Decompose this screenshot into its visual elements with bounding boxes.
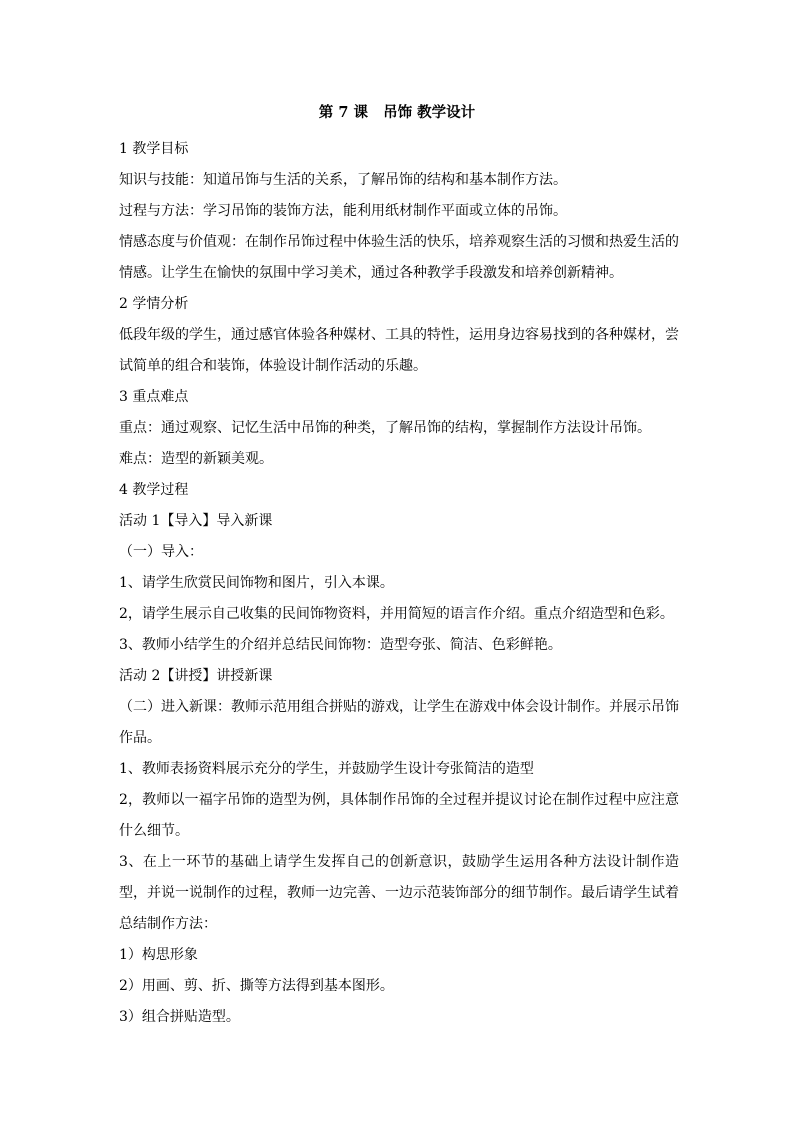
list-item: 1、教师表扬资料展示充分的学生，并鼓励学生设计夸张简洁的造型	[119, 761, 534, 777]
list-item: 1）构思形象	[119, 947, 198, 963]
paragraph: （二）进入新课：教师示范用组合拼贴的游戏，让学生在游戏中体会设计制作。并展示吊饰作品。	[119, 699, 679, 746]
paragraph: （一）导入：	[119, 544, 203, 560]
list-item: 3、在上一环节的基础上请学生发挥自己的创新意识，鼓励学生运用各种方法设计制作造型，并说一说制作的过程，教师一边完善、一边示范装饰部分的细节制作。最后请学生试着总结制作方法：	[119, 854, 679, 932]
list-item: 3）组合拼贴造型。	[119, 1009, 240, 1025]
paragraph: 知识与技能：知道吊饰与生活的关系，了解吊饰的结构和基本制作方法。	[119, 172, 567, 188]
activity-heading: 活动 2【讲授】讲授新课	[119, 668, 273, 684]
paragraph: 情感态度与价值观：在制作吊饰过程中体验生活的快乐，培养观察生活的习惯和热爱生活的情感。让学生在愉快的氛围中学习美术，通过各种教学手段激发和培养创新精神。	[119, 234, 679, 281]
list-item: 2，教师以一福字吊饰的造型为例，具体制作吊饰的全过程并提议讨论在制作过程中应注意什么细节。	[119, 792, 679, 839]
paragraph: 过程与方法：学习吊饰的装饰方法，能利用纸材制作平面或立体的吊饰。	[119, 203, 567, 219]
list-item: 2）用画、剪、折、撕等方法得到基本图形。	[119, 978, 394, 994]
section-heading-analysis: 2 学情分析	[119, 296, 189, 312]
paragraph: 难点：造型的新颖美观。	[119, 451, 273, 467]
paragraph: 重点：通过观察、记忆生活中吊饰的种类，了解吊饰的结构，掌握制作方法设计吊饰。	[119, 420, 651, 436]
document-body	[119, 134, 679, 1033]
list-item: 1、请学生欣赏民间饰物和图片，引入本课。	[119, 575, 394, 591]
section-heading-objectives: 1 教学目标	[119, 141, 189, 157]
document-title: 第 7 课 吊饰 教学设计	[318, 104, 476, 121]
list-item: 2，请学生展示自己收集的民间饰物资料，并用简短的语言作介绍。重点介绍造型和色彩。	[119, 606, 674, 622]
paragraph: 低段年级的学生，通过感官体验各种媒材、工具的特性，运用身边容易找到的各种媒材，尝试简单的组合和装饰，体验设计制作活动的乐趣。	[119, 327, 679, 374]
section-heading-key-points: 3 重点难点	[119, 389, 189, 405]
section-heading-process: 4 教学过程	[119, 482, 189, 498]
list-item: 3、教师小结学生的介绍并总结民间饰物：造型夸张、简洁、色彩鲜艳。	[119, 637, 562, 653]
activity-heading: 活动 1【导入】导入新课	[119, 513, 273, 529]
